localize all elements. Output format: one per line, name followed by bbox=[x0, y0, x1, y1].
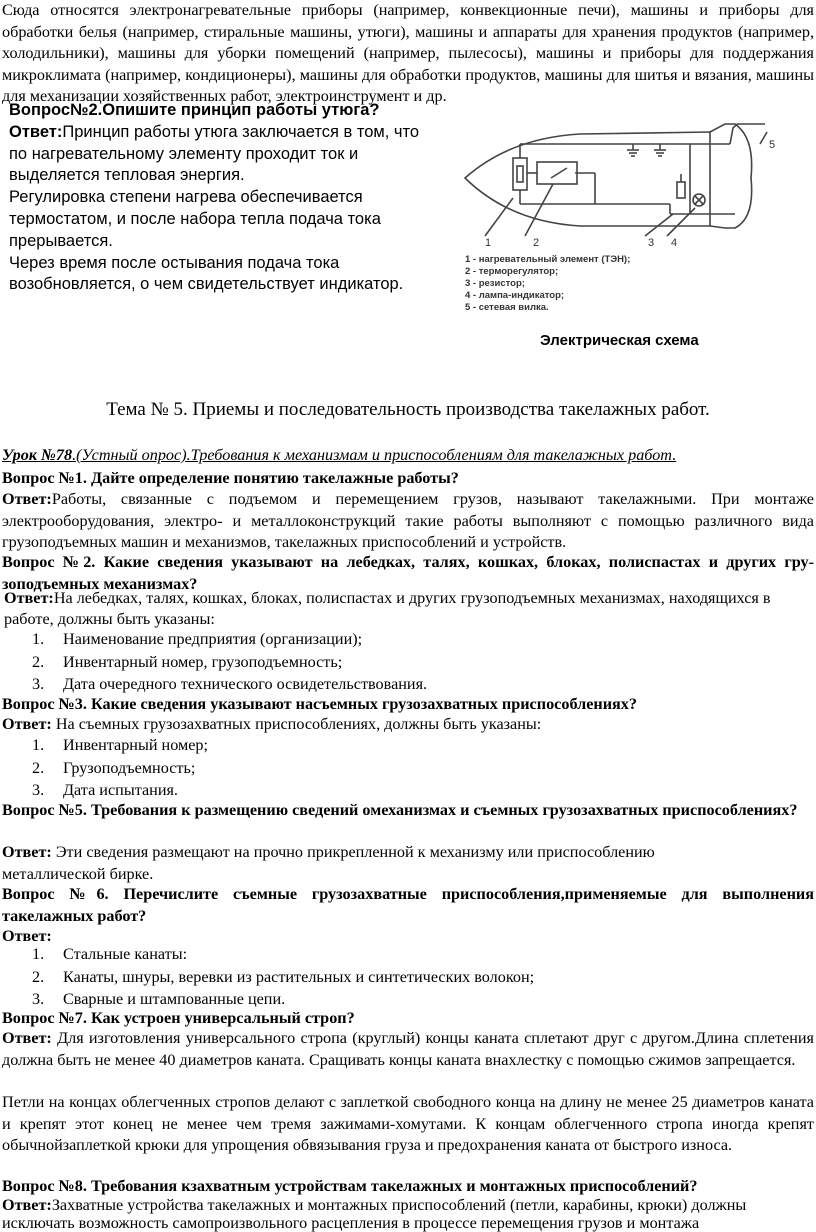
legend-item: 5 - сетевая вилка. bbox=[465, 302, 549, 313]
s2-answer: Ответ:На лебедках, талях, кошках, блоках, полиспастах и других грузоподъемных механизмах, находящихся в работе, должны быть указаны: bbox=[4, 589, 771, 628]
legend-item: 2 - терморегулятор; bbox=[465, 266, 559, 277]
list-item: 3. Сварные и штампованные цепи. bbox=[32, 990, 286, 1008]
iron-circuit-diagram bbox=[455, 118, 805, 318]
list-item: 2. Инвентарный номер, грузоподъемность; bbox=[32, 652, 343, 671]
s7-answer-continued: Петли на концах облегченных стропов делают с заплеткой свободного конца на длину не менее 25 диаметров каната и крепят этот конец не менее чем тремя зажимами-хомутами. К концам облегченного стропа иногда крепят обычнойзаплеткой крюки для упрощения обвязывания груза и предохранения каната от быстрого износа. bbox=[2, 1093, 814, 1154]
s2-list bbox=[2, 628, 816, 696]
q2-line: возобновляется, о чем свидетельствует индикатор. bbox=[9, 275, 404, 294]
s8-answer: Ответ:Захватные устройства такелажных и монтажных приспособлений (петли, карабины, крюки) должны исключать возможность самопроизвольного расцепления в процессе перемещения грузов и монтажа bbox=[2, 1196, 747, 1232]
s8-question: Вопрос №8. Требования кзахватным устройствам такелажных и монтажных приспособлений? bbox=[2, 1177, 698, 1195]
q2-line: Через время после остывания подача тока bbox=[9, 253, 340, 272]
list-item: 3. Дата очередного технического освидетельствования. bbox=[32, 675, 428, 693]
list-item: 2. Канаты, шнуры, веревки из растительных и синтетических волокон; bbox=[32, 967, 535, 986]
lesson-label: Урок №78 bbox=[2, 446, 73, 464]
intro-paragraph: Сюда относятся электронагревательные приборы (например, конвекционные печи), машины и приборы для обработки белья (например, стиральные машины, утюги), машины и аппараты для хранения продуктов (например, холодильники), машины для уборки помещений (например, пылесосы), машины и приборы для поддержания микроклимата (например, кондиционеры), машины для обработки продуктов, машины для шитья и вязания, машины для механизации хозяйственных работ, электроинструмент и др. bbox=[2, 1, 814, 105]
callout-4: 4 bbox=[671, 237, 678, 249]
callout-3: 3 bbox=[648, 237, 655, 249]
callout-2: 2 bbox=[533, 237, 540, 249]
list-item: 1. Стальные канаты: bbox=[32, 945, 188, 963]
s6-question: Вопрос №6. Перечислите съемные грузозахватные приспособления,применяемые для выполнения такелажных работ? bbox=[2, 885, 814, 925]
list-item: 3. Дата испытания. bbox=[32, 781, 178, 799]
q2-line: по нагревательному элементу проходит ток и bbox=[9, 144, 359, 163]
q2-line: термостатом, и после набора тепла подача тока bbox=[9, 209, 381, 228]
s3-answer: Ответ: На съемных грузозахватных приспособлениях, должны быть указаны: bbox=[2, 715, 542, 733]
q2-title: Вопрос№2.Опишите принцип работы утюга? bbox=[9, 101, 380, 119]
s6-list bbox=[2, 943, 816, 1011]
list-item: 1. Инвентарный номер; bbox=[32, 736, 209, 754]
s3-list bbox=[2, 734, 816, 802]
s5-question: Вопрос №5. Требования к размещению сведений омеханизмах и съемных грузозахватных приспособлениях? bbox=[2, 801, 798, 819]
legend-item: 3 - резистор; bbox=[465, 278, 525, 289]
s7-answer: Ответ: Для изготовления универсального стропа (круглый) концы каната сплетают друг с другом.Длина сплетения должна быть не менее 40 диаметров каната. Сращивать концы каната внахлестку с помощью сжимов запрещается. bbox=[2, 1029, 814, 1069]
legend-item: 4 - лампа-индикатор; bbox=[465, 290, 565, 301]
q2-line: Регулировка степени нагрева обеспечивается bbox=[9, 188, 363, 207]
legend-item: 1 - нагревательный элемент (ТЭН); bbox=[465, 254, 631, 265]
s3-question: Вопрос №3. Какие сведения указывают насъемных грузозахватных приспособлениях? bbox=[2, 695, 637, 713]
s1-question: Вопрос №1. Дайте определение понятию такелажные работы? bbox=[2, 469, 459, 487]
q2-line: прерывается. bbox=[9, 231, 113, 250]
q2-block bbox=[9, 100, 459, 296]
s2-question: Вопрос №2. Какие сведения указывают на лебедках, талях, кошках, блоках, полиспастах и других гру-зоподъемных механизмах? bbox=[2, 553, 814, 593]
figure-caption: Электрическая схема bbox=[540, 332, 699, 349]
lesson-line bbox=[2, 446, 676, 465]
s6-answer-label: Ответ: bbox=[2, 927, 52, 945]
resistor bbox=[677, 182, 685, 198]
thermostat bbox=[537, 162, 577, 184]
callout-5: 5 bbox=[769, 139, 776, 151]
iron-body-outline bbox=[465, 132, 710, 226]
q2-line: Принцип работы утюга заключается в том, что bbox=[62, 122, 420, 141]
lesson-title: .(Устный опрос).Требования к механизмам и приспособлениям для такелажных работ. bbox=[72, 446, 677, 464]
q2-answer-label: Ответ: bbox=[9, 122, 63, 141]
s1-answer: Ответ:Работы, связанные с подъемом и перемещением грузов, называют такелажными. При монтаже электрооборудования, электро- и металлоконструкций такие работы выполняют с помощью различного вида грузоподъемных машин и механизмов, такелажных приспособлений и устройств. bbox=[2, 490, 814, 551]
topic-heading: Тема № 5. Приемы и последовательность производства такелажных работ. bbox=[106, 399, 710, 420]
list-item: 1. Наименование предприятия (организации); bbox=[32, 630, 363, 648]
list-item: 2. Грузоподъемность; bbox=[32, 758, 196, 777]
s7-question: Вопрос №7. Как устроен универсальный строп? bbox=[2, 1009, 355, 1027]
s5-answer: Ответ: Эти сведения размещают на прочно прикрепленной к механизму или приспособлению металлической бирке. bbox=[2, 843, 655, 883]
heating-element bbox=[513, 158, 527, 190]
callout-1: 1 bbox=[485, 237, 492, 249]
q2-answer bbox=[9, 122, 459, 296]
q2-line: выделяется тепловая энергия. bbox=[9, 166, 245, 185]
